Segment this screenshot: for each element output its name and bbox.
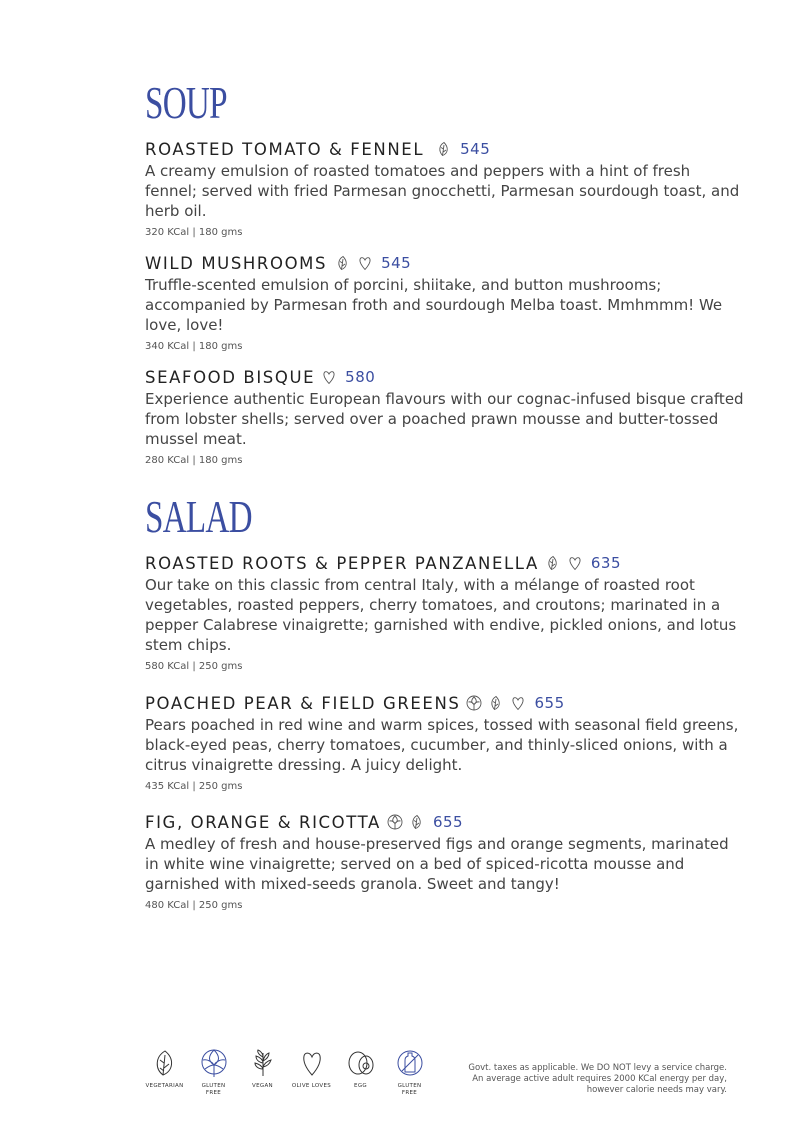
gluten-free-icon [199,1045,229,1081]
dietary-legend [140,1045,434,1097]
legend-label: VEGETARIAN [145,1083,184,1089]
vegetarian-icon [335,255,351,271]
legend-item [287,1045,336,1097]
legend-item [189,1045,238,1097]
item-name: ROASTED TOMATO & FENNEL [145,139,425,159]
item-price: 545 [460,140,491,158]
item-nutrition: 580 KCal | 250 gms [145,661,243,672]
menu-item [145,366,745,466]
olive-loves-icon [510,695,526,711]
olive-loves-icon [297,1045,327,1081]
menu-item [145,552,745,672]
olive-loves-icon [357,255,373,271]
legend-item [140,1045,189,1097]
item-nutrition: 340 KCal | 180 gms [145,341,243,352]
item-description: Pears poached in red wine and warm spices, tossed with seasonal field greens, black-eyed peas, cherry tomatoes, cucumber, and thinly-sliced onions, with a citrus vinaigrette dressing. A juicy delight. [145,716,739,774]
item-price: 580 [345,368,376,386]
olive-loves-icon [567,555,583,571]
gluten-free-bottle-icon [395,1045,425,1081]
item-description: Truffle-scented emulsion of porcini, shiitake, and button mushrooms; accompanied by Parmesan froth and sourdough Melba toast. Mmhmmm! We love, love! [145,276,723,334]
item-price: 655 [432,813,464,831]
item-nutrition: 480 KCal | 250 gms [145,900,243,911]
item-name: WILD MUSHROOMS [145,253,328,273]
item-nutrition: 280 KCal | 180 gms [145,455,243,466]
legend-label: OLIVE LOVES [291,1083,332,1089]
item-name: POACHED PEAR & FIELD GREENS [145,693,461,713]
item-name: SEAFOOD BISQUE [145,367,316,387]
item-price: 635 [590,554,622,572]
item-name: FIG, ORANGE & RICOTTA [145,812,381,832]
section-title-salad: SALAD [145,491,252,542]
vegetarian-icon [150,1045,180,1081]
item-name: ROASTED ROOTS & PEPPER PANZANELLA [145,553,539,573]
gluten-free-icon [466,695,482,711]
vegetarian-icon [488,695,504,711]
gluten-free-icon [387,814,403,830]
vegan-icon [248,1045,278,1081]
footnote-line: Govt. taxes as applicable. We DO NOT levy a service charge. [468,1063,727,1073]
menu-item [145,811,745,911]
vegetarian-icon [545,555,561,571]
item-description: A medley of fresh and house-preserved figs and orange segments, marinated in white wine vinaigrette; served on a bed of spiced-ricotta mousse and garnished with mixed-seeds granola. Sweet and tangy! [145,835,729,893]
legend-item [385,1045,434,1097]
section-title-soup: SOUP [145,77,227,128]
egg-icon [346,1045,376,1081]
footnote-line: however calorie needs may vary. [586,1085,727,1095]
legend-label: GLUTEN FREE [201,1083,226,1096]
olive-loves-icon [321,369,337,385]
legend-item [336,1045,385,1097]
menu-item [145,138,745,238]
legend-label: EGG [354,1083,367,1089]
item-price: 655 [534,694,565,712]
vegetarian-icon [436,141,452,157]
legend-item [238,1045,287,1097]
menu-item [145,692,745,792]
menu-item [145,252,745,352]
item-nutrition: 435 KCal | 250 gms [145,781,243,792]
item-description: Experience authentic European flavours with our cognac-infused bisque crafted from lobster shells; served over a poached prawn mousse and butter-tossed mussel meat. [145,390,744,448]
footnote [455,1063,727,1096]
item-description: A creamy emulsion of roasted tomatoes and peppers with a hint of fresh fennel; served with fried Parmesan gnocchetti, Parmesan sourdough toast, and herb oil. [145,162,740,220]
legend-label: VEGAN [252,1083,273,1089]
footnote-line: An average active adult requires 2000 KCal energy per day, [472,1074,727,1084]
item-description: Our take on this classic from central Italy, with a mélange of roasted root vegetables, roasted peppers, cherry tomatoes, and croutons; marinated in a pepper Calabrese vinaigrette; garnished with endive, pickled onions, and lotus stem chips. [145,576,737,654]
item-price: 545 [381,254,412,272]
legend-label: GLUTEN FREE [397,1083,422,1096]
item-nutrition: 320 KCal | 180 gms [145,227,243,238]
vegetarian-icon [409,814,425,830]
